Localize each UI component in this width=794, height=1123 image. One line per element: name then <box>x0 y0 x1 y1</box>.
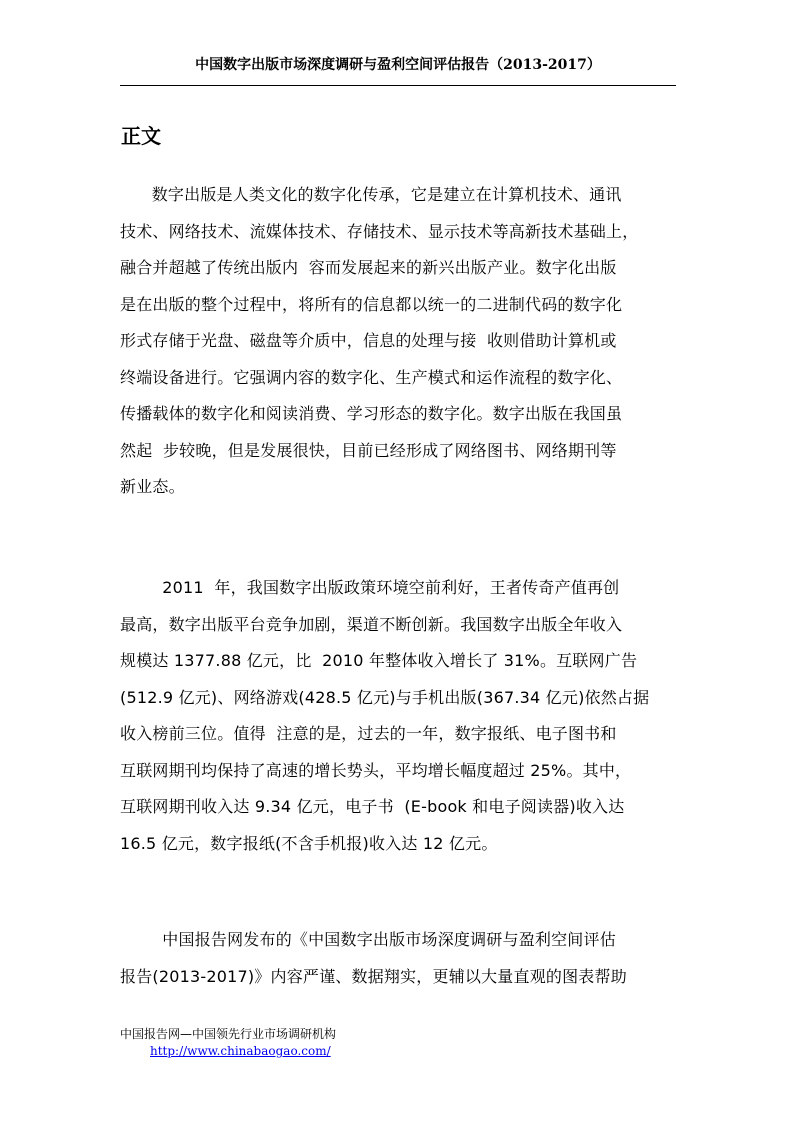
paragraph-line: 终端设备进行。它强调内容的数字化、生产模式和运作流程的数字化、 <box>120 367 623 387</box>
paragraph-intro <box>120 177 680 506</box>
paragraph-line: 技术、网络技术、流媒体技术、存储技术、显示技术等高新技术基础上， <box>120 221 639 241</box>
paragraph-line: 互联网期刊收入达 9.34 亿元，电子书 (E-book 和电子阅读器)收入达 <box>120 797 625 816</box>
paragraph-line: 新业态。 <box>120 477 185 496</box>
footer-organization: 中国报告网—中国领先行业市场调研机构 <box>120 1027 337 1041</box>
paragraph-line: 规模达 1377.88 亿元，比 2010 年整体收入增长了 31%。互联网广告 <box>120 651 638 670</box>
header-divider <box>120 85 676 86</box>
paragraph-2011-revenue <box>120 570 680 862</box>
paragraph-line: 然起 步较晚，但是发展很快，目前已经形成了网络图书、网络期刊等 <box>120 440 617 460</box>
section-title: 正文 <box>121 124 161 148</box>
paragraph-line: 2011 年，我国数字出版政策环境空前利好，王者传奇产值再创 <box>120 578 620 597</box>
paragraph-line: 中国报告网发布的《中国数字出版市场深度调研与盈利空间评估 <box>120 930 616 949</box>
page-header-title: 中国数字出版市场深度调研与盈利空间评估报告（2013-2017） <box>195 57 601 73</box>
paragraph-line: 16.5 亿元，数字报纸(不含手机报)收入达 12 亿元。 <box>120 833 498 853</box>
paragraph-line: 收入榜前三位。值得 注意的是，过去的一年，数字报纸、电子图书和 <box>120 724 617 743</box>
paragraph-line: 融合并超越了传统出版内 容而发展起来的新兴出版产业。数字化出版 <box>120 258 617 277</box>
paragraph-line: 互联网期刊均保持了高速的增长势头，平均增长幅度超过 25%。其中， <box>120 760 632 780</box>
paragraph-line: 是在出版的整个过程中，将所有的信息都以统一的二进制代码的数字化 <box>120 294 623 314</box>
paragraph-line: 形式存储于光盘、磁盘等介质中，信息的处理与接 收则借助计算机或 <box>120 331 617 350</box>
paragraph-line: 数字出版是人类文化的数字化传承，它是建立在计算机技术、通讯 <box>120 185 622 204</box>
paragraph-line: (512.9 亿元)、网络游戏(428.5 亿元)与手机出版(367.34 亿元)依然占据 <box>120 687 650 707</box>
footer-website-link[interactable]: http://www.chinabaogao.com/ <box>150 1044 331 1058</box>
paragraph-report-intro <box>120 922 680 995</box>
paragraph-line: 传播载体的数字化和阅读消费、学习形态的数字化。数字出版在我国虽 <box>120 404 623 423</box>
paragraph-line: 最高，数字出版平台竞争加剧，渠道不断创新。我国数字出版全年收入 <box>120 614 623 634</box>
paragraph-line: 报告(2013-2017)》内容严谨、数据翔实，更辅以大量直观的图表帮助 <box>120 966 627 986</box>
